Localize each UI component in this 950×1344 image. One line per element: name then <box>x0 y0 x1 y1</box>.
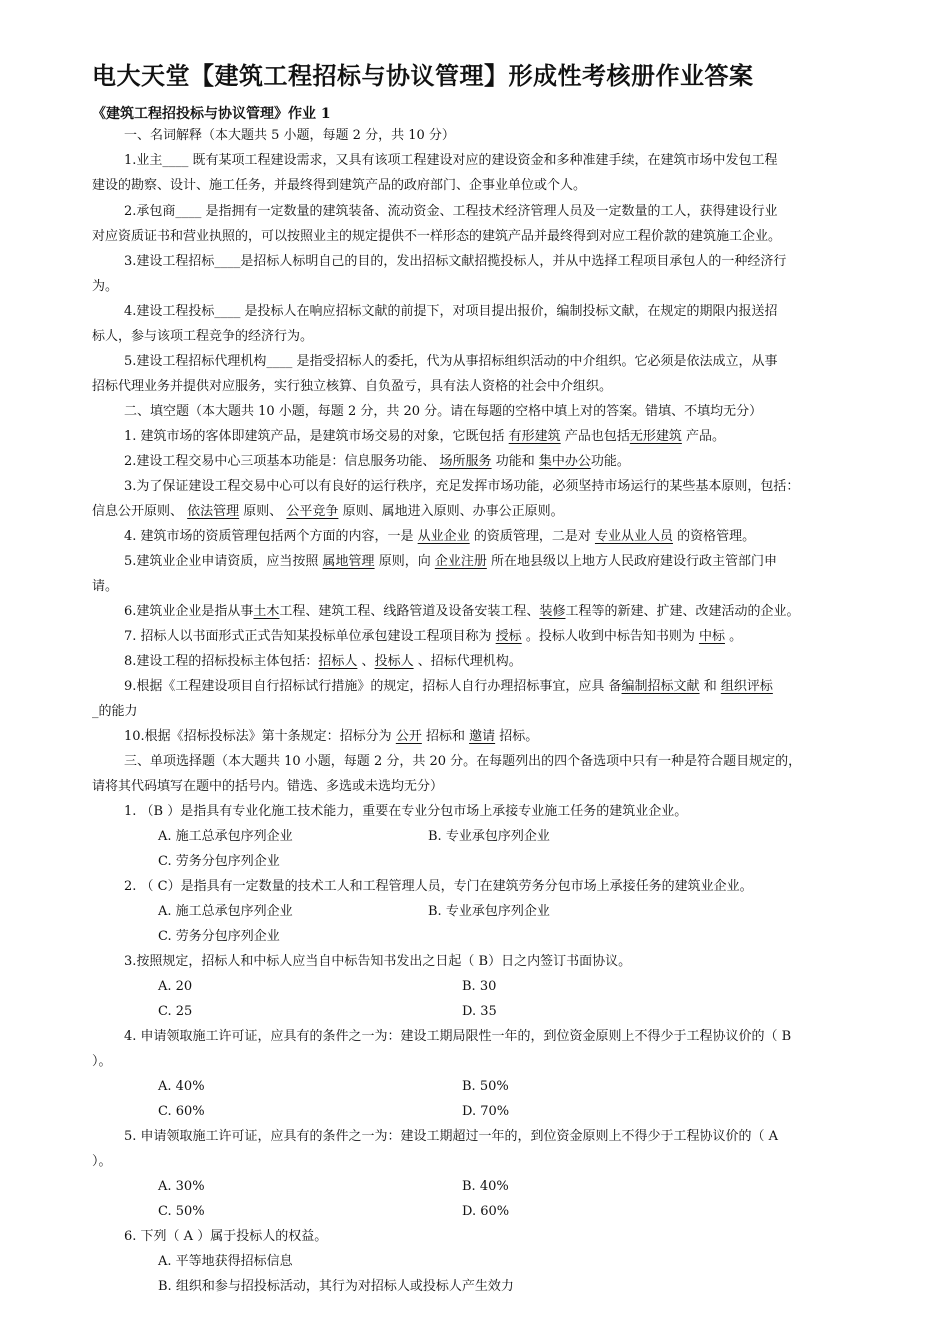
answer-blank: 无形建筑 <box>629 429 682 444</box>
answer-blank: 投标人 <box>374 654 414 669</box>
fill-question-7 <box>124 629 742 645</box>
term-1-line-2: 建设的勘察、设计、施工任务，并最终得到建筑产品的政府部门、企事业单位或个人。 <box>92 178 587 193</box>
question-text: 招标和 <box>421 729 470 744</box>
question-text: 1. 建筑市场的客体即建筑产品，是建筑市场交易的对象，它既包括 <box>124 429 509 444</box>
fill-question-3-line-1: 3.为了保证建设工程交易中心可以有良好的运行秩序，充足发挥市场功能，必须坚持市场运行的某些基本原则，包括： <box>124 479 800 494</box>
question-text: 9.根据《工程建设项目自行招标试行措施》的规定，招标人自行办理招标事宜，应具 备 <box>124 679 622 694</box>
question-text: 产品也包括 <box>560 429 630 444</box>
term-3-line-2: 为。 <box>92 279 119 294</box>
choice-question-1: 1. （B ）是指具有专业化施工技术能力，重要在专业分包市场上承接专业施工任务的建筑业企业。 <box>124 804 688 819</box>
answer-blank: 依法管理 <box>187 504 240 519</box>
document-title: 电大天堂【建筑工程招标与协议管理】形成性考核册作业答案 <box>92 62 754 90</box>
choice-option-d: D. 35 <box>462 1004 497 1019</box>
choice-question-6: 6. 下列（ A ）属于投标人的权益。 <box>124 1229 328 1244</box>
choice-option-b: B. 40% <box>462 1179 509 1194</box>
question-text: 7. 招标人以书面形式正式告知某投标单位承包建设工程项目称为 <box>124 629 496 644</box>
answer-blank: 公开 <box>395 729 422 744</box>
question-text: 4. 建筑市场的资质管理包括两个方面的内容，一是 <box>124 529 418 544</box>
question-text: 6.建筑业企业是指从事 <box>124 604 254 619</box>
fill-question-5-line-1 <box>124 554 777 570</box>
question-text: 。投标人收到中标告知书则为 <box>521 629 699 644</box>
choice-question-5-line-1: 5. 申请领取施工许可证，应具有的条件之一为：建设工期超过一年的，到位资金原则上不得少于工程协议价的（ A <box>124 1129 779 1144</box>
question-text: 产品。 <box>681 429 725 444</box>
choice-option-b: B. 专业承包序列企业 <box>428 904 550 919</box>
question-text: 的资格管理。 <box>672 529 756 544</box>
question-text: 原则，向 <box>374 554 435 569</box>
question-text: 所在地县级以上地方人民政府建设行政主管部门申 <box>486 554 777 569</box>
choice-option-d: D. 70% <box>462 1104 510 1119</box>
choice-option-b: B. 组织和参与招投标活动，其行为对招标人或投标人产生效力 <box>158 1279 514 1294</box>
answer-blank: 邀请 <box>469 729 496 744</box>
answer-blank: 有形建筑 <box>508 429 561 444</box>
fill-question-2 <box>124 454 630 470</box>
question-text: 原则、属地进入原则、办事公正原则。 <box>338 504 564 519</box>
question-text: 8.建设工程的招标投标主体包括： <box>124 654 319 669</box>
choice-option-a: A. 30% <box>158 1179 205 1194</box>
answer-blank: 土木 <box>253 604 280 619</box>
term-4-line-2: 标人，参与该项工程竞争的经济行为。 <box>92 329 314 344</box>
fill-question-6 <box>124 604 799 620</box>
choice-question-5-line-2: ）。 <box>92 1154 112 1169</box>
question-text: 信息公开原则、 <box>92 504 188 519</box>
answer-blank: 属地管理 <box>322 554 375 569</box>
answer-blank: 从业企业 <box>417 529 470 544</box>
choice-option-a: A. 平等地获得招标信息 <box>158 1254 293 1269</box>
fill-question-10 <box>124 729 538 745</box>
answer-blank: 企业注册 <box>434 554 487 569</box>
term-4-line-1: 4.建设工程投标____ 是投标人在响应招标文献的前提下，对项目提出报价，编制投标文献，在规定的期限内报送招 <box>124 304 778 319</box>
term-5-line-1: 5.建设工程招标代理机构____ 是指受招标人的委托，代为从事招标组织活动的中介组织。它必须是依法成立，从事 <box>124 354 778 369</box>
choice-option-a: A. 施工总承包序列企业 <box>158 904 293 919</box>
fill-question-9-line-1 <box>124 679 773 695</box>
term-3-line-1: 3.建设工程招标____是招标人标明自己的目的，发出招标文献招揽投标人，并从中选择工程项目承包人的一种经济行 <box>124 254 787 269</box>
choice-option-a: A. 施工总承包序列企业 <box>158 829 293 844</box>
answer-blank: 专业从业人员 <box>594 529 673 544</box>
term-2-line-2: 对应资质证书和营业执照的，可以按照业主的规定提供不一样形态的建筑产品并最终得到对应工程价款的建筑施工企业。 <box>92 229 782 244</box>
question-text: 招标。 <box>495 729 539 744</box>
choice-question-2: 2. （ C）是指具有一定数量的技术工人和工程管理人员，专门在建筑劳务分包市场上承接任务的建筑业企业。 <box>124 879 753 894</box>
answer-blank: 公平竞争 <box>286 504 339 519</box>
section3-heading-line-1: 三、单项选择题（本大题共 10 小题，每题 2 分，共 20 分。在每题列出的四个备选项中只有一种是符合题目规定的， <box>124 754 802 769</box>
assignment-subtitle: 《建筑工程招投标与协议管理》作业 1 <box>92 106 331 122</box>
question-text: 10.根据《招标投标法》第十条规定：招标分为 <box>124 729 396 744</box>
section3-heading-line-2: 请将其代码填写在题中的括号内。错选、多选或未选均无分） <box>92 779 444 794</box>
question-text: 原则、 <box>239 504 287 519</box>
fill-question-5-line-2: 请。 <box>92 579 119 594</box>
choice-question-4-line-2: ）。 <box>92 1054 112 1069</box>
choice-option-c: C. 劳务分包序列企业 <box>158 929 280 944</box>
question-text: 和 <box>699 679 721 694</box>
term-5-line-2: 招标代理业务并提供对应服务，实行独立核算、自负盈亏，具有法人资格的社会中介组织。 <box>92 379 613 394</box>
question-text: 功能。 <box>590 454 630 469</box>
choice-option-b: B. 50% <box>462 1079 509 1094</box>
choice-option-c: C. 劳务分包序列企业 <box>158 854 280 869</box>
choice-option-c: C. 60% <box>158 1104 205 1119</box>
answer-blank: 中标 <box>698 629 725 644</box>
question-text: 。 <box>724 629 743 644</box>
question-text: 、招标代理机构。 <box>413 654 522 669</box>
fill-question-1 <box>124 429 725 445</box>
choice-option-c: C. 50% <box>158 1204 205 1219</box>
question-text: 工程等的新建、扩建、改建活动的企业。 <box>565 604 800 619</box>
section1-heading: 一、名词解释（本大题共 5 小题，每题 2 分，共 10 分） <box>124 128 455 143</box>
fill-question-9-line-2: _的能力 <box>92 704 138 719</box>
question-text: 的资质管理，二是对 <box>469 529 595 544</box>
fill-question-4 <box>124 529 755 545</box>
fill-question-8 <box>124 654 522 670</box>
question-text: 、 <box>357 654 375 669</box>
term-2-line-1: 2.承包商____ 是指拥有一定数量的建筑装备、流动资金、工程技术经济管理人员及一定数量的工人，获得建设行业 <box>124 204 778 219</box>
choice-question-4-line-1: 4. 申请领取施工许可证，应具有的条件之一为：建设工期局限性一年的，到位资金原则上不得少于工程协议价的（ B <box>124 1029 792 1044</box>
answer-blank: 组织评标 <box>720 679 773 694</box>
answer-blank: 装修 <box>539 604 566 619</box>
fill-question-3-line-2 <box>92 504 564 520</box>
question-text: 工程、建筑工程、线路管道及设备安装工程、 <box>279 604 540 619</box>
answer-blank: 招标人 <box>318 654 358 669</box>
question-text: 2.建设工程交易中心三项基本功能是：信息服务功能、 <box>124 454 440 469</box>
question-text: 功能和 <box>491 454 539 469</box>
choice-option-a: A. 20 <box>158 979 193 994</box>
choice-option-c: C. 25 <box>158 1004 193 1019</box>
choice-option-b: B. 专业承包序列企业 <box>428 829 550 844</box>
choice-option-b: B. 30 <box>462 979 497 994</box>
choice-option-d: D. 60% <box>462 1204 510 1219</box>
answer-blank: 授标 <box>495 629 522 644</box>
answer-blank: 场所服务 <box>439 454 492 469</box>
choice-question-3: 3.按照规定，招标人和中标人应当自中标告知书发出之日起（ B）日之内签订书面协议。 <box>124 954 632 969</box>
answer-blank: 集中办公 <box>538 454 591 469</box>
choice-option-a: A. 40% <box>158 1079 205 1094</box>
term-1-line-1: 1.业主____ 既有某项工程建设需求，又具有该项工程建设对应的建设资金和多种准建手续，在建筑市场中发包工程 <box>124 153 778 168</box>
section2-heading: 二、填空题（本大题共 10 小题，每题 2 分，共 20 分。请在每题的空格中填上对的答案。错填、不填均无分） <box>124 404 763 419</box>
question-text: 5.建筑业企业申请资质，应当按照 <box>124 554 323 569</box>
answer-blank: 编制招标文献 <box>621 679 700 694</box>
